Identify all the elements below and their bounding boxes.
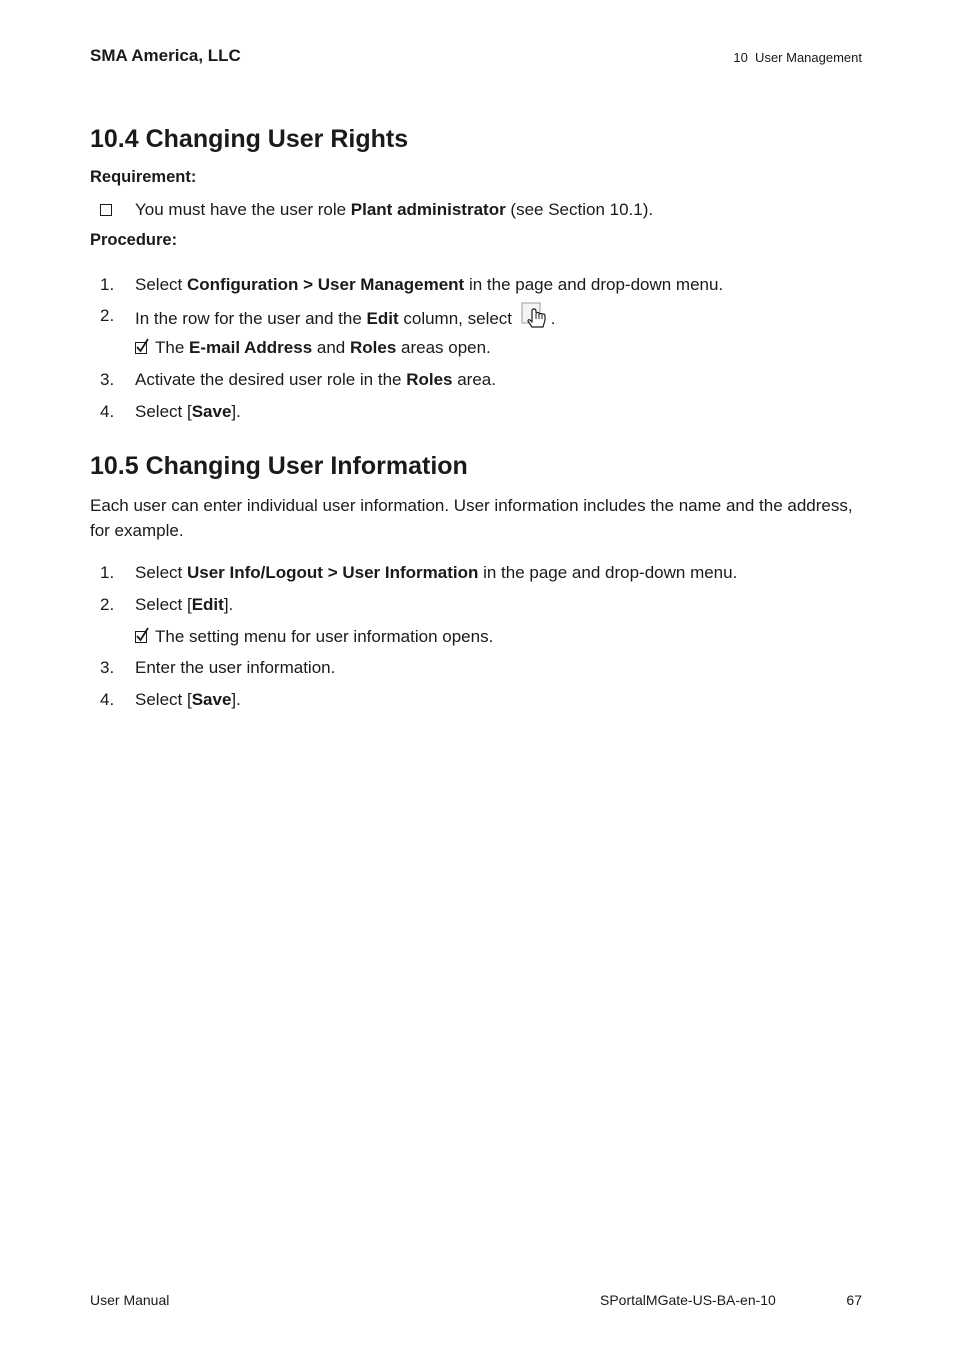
requirement-checkbox-icon bbox=[100, 204, 112, 216]
step-text: Activate the desired user role in the Roles area. bbox=[135, 370, 496, 389]
footer-manual-label: User Manual bbox=[90, 1292, 170, 1308]
step-text: Select [Save]. bbox=[135, 690, 241, 709]
footer-document-id: SPortalMGate-US-BA-en-10 bbox=[600, 1292, 776, 1308]
requirement-text: You must have the user role Plant administrator (see Section 10.1). bbox=[135, 200, 654, 219]
section-title-changing-user-information: 10.5 Changing User Information bbox=[90, 452, 468, 480]
step-text: Enter the user information. bbox=[135, 658, 336, 677]
step-number: 3. bbox=[100, 658, 115, 677]
result-check-icon bbox=[135, 342, 147, 354]
step-number: 1. bbox=[100, 563, 115, 582]
header-company: SMA America, LLC bbox=[90, 46, 241, 65]
step-text: Select [Edit]. bbox=[135, 595, 234, 614]
step-result: The E-mail Address and Roles areas open. bbox=[135, 338, 491, 358]
procedure-label: Procedure: bbox=[90, 231, 178, 249]
result-check-icon bbox=[135, 631, 147, 643]
step-text: In the row for the user and the Edit column, select . bbox=[135, 302, 555, 335]
step-number: 4. bbox=[100, 402, 115, 421]
hand-cursor-icon bbox=[521, 302, 551, 335]
section-title-changing-user-rights: 10.4 Changing User Rights bbox=[90, 125, 409, 153]
step-text: Select Configuration > User Management in the page and drop-down menu. bbox=[135, 275, 724, 294]
step-number: 2. bbox=[100, 306, 115, 325]
step-number: 3. bbox=[100, 370, 115, 389]
intro-paragraph: Each user can enter individual user information. User information includes the name and the address, for example. bbox=[90, 496, 853, 540]
step-number: 2. bbox=[100, 595, 115, 614]
step-text: Select User Info/Logout > User Information in the page and drop-down menu. bbox=[135, 563, 738, 582]
step-number: 4. bbox=[100, 690, 115, 709]
footer-page-number: 67 bbox=[846, 1292, 862, 1308]
step-number: 1. bbox=[100, 275, 115, 294]
step-result: The setting menu for user information opens. bbox=[135, 627, 493, 647]
step-text: Select [Save]. bbox=[135, 402, 241, 421]
requirement-label: Requirement: bbox=[90, 168, 197, 186]
header-chapter: 10 User Management bbox=[733, 50, 862, 65]
